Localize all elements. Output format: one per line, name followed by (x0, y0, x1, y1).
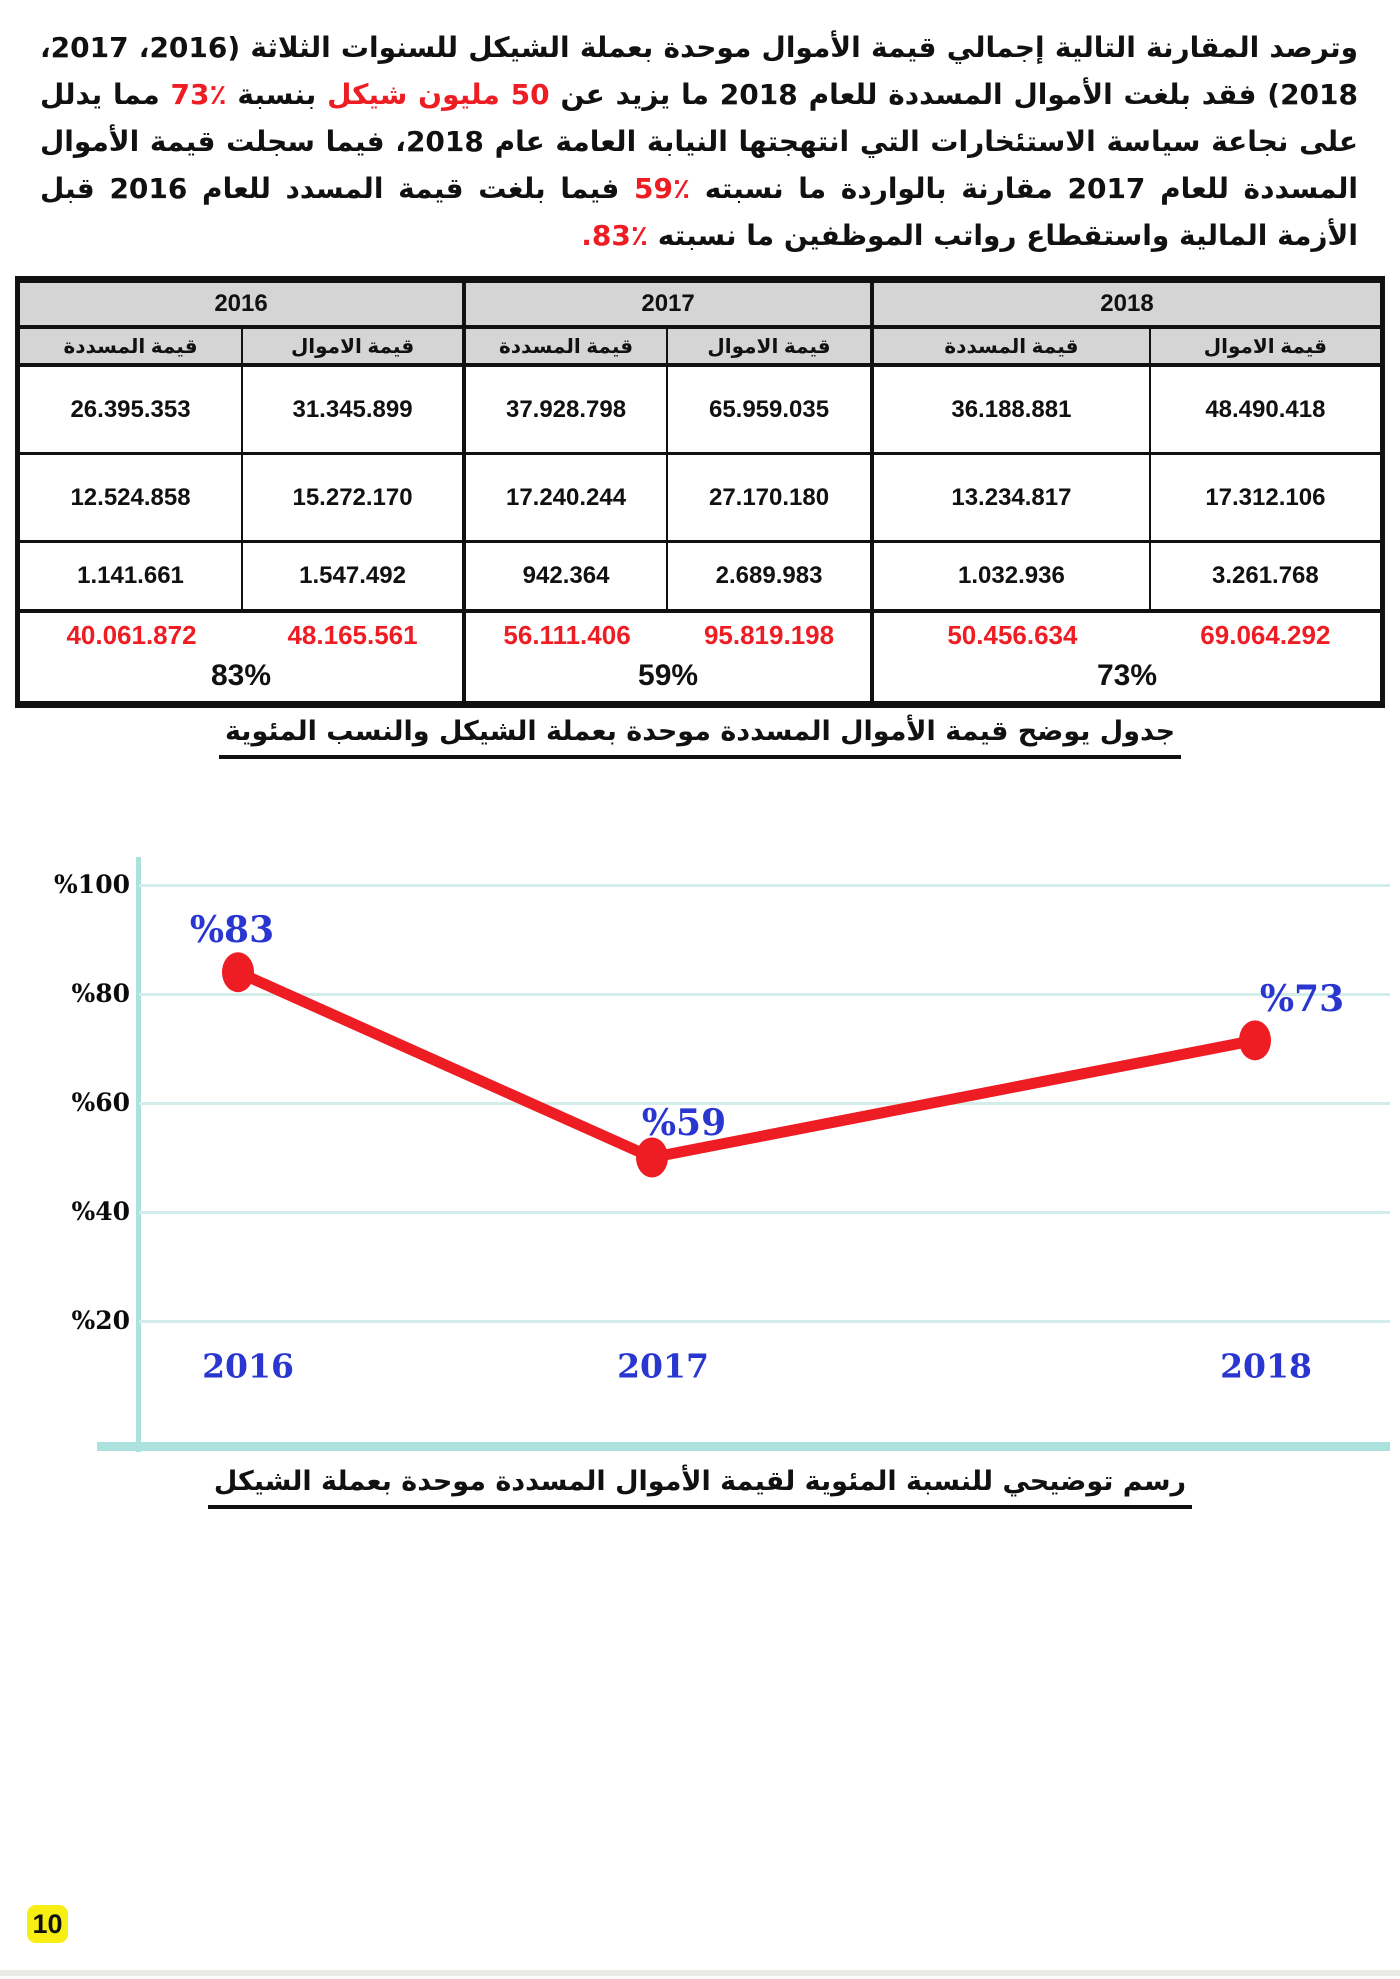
table-year-header: 2016 (20, 283, 466, 329)
intro-text: مما يدلل على نجاعة سياسة الاستئخارات التي انتهجتها النيابة العامة عام 2018، فيما سجلت قيمة الأموال المسددة للعام 2017 مقارنة بالواردة ما نسبته (40, 78, 1358, 205)
point-label-2017: %59 (641, 1102, 727, 1144)
finance-table (15, 276, 1385, 708)
intro-highlight-59: ٪59 (634, 172, 691, 205)
page-number-badge (27, 1905, 68, 1943)
y-tick-label: %80 (71, 979, 130, 1008)
table-cell: 15.272.170 (243, 455, 466, 543)
table-percent-cell: 59% (466, 657, 874, 701)
y-tick-label: %100 (54, 870, 130, 899)
table-total-cell: 50.456.634 (874, 613, 1151, 657)
table-column-header: قيمة الاموال (1151, 329, 1380, 367)
intro-text: فيما بلغت قيمة المسدد للعام 2016 قبل الأزمة المالية واستقطاع رواتب الموظفين ما نسبته (40, 172, 1358, 252)
point-label-2016: %83 (189, 909, 275, 951)
table-percent-cell: 73% (874, 657, 1380, 701)
x-axis-label-2016: 2016 (202, 1346, 294, 1386)
table-cell: 2.689.983 (668, 543, 874, 613)
table-year-header: 2017 (466, 283, 874, 329)
table-cell: 48.490.418 (1151, 367, 1380, 455)
table-column-header: قيمة الاموال (243, 329, 466, 367)
y-tick-label: %20 (71, 1306, 130, 1335)
table-cell: 12.524.858 (20, 455, 243, 543)
table-column-header: قيمة المسددة (20, 329, 243, 367)
table-cell: 1.141.661 (20, 543, 243, 613)
table-cell: 1.547.492 (243, 543, 466, 613)
trend-line-chart (139, 858, 1389, 1450)
table-year-header: 2018 (874, 283, 1380, 329)
table-caption-text: جدول يوضح قيمة الأموال المسددة موحدة بعملة الشيكل والنسب المئوية (219, 716, 1181, 759)
table-cell: 36.188.881 (874, 367, 1151, 455)
table-cell: 942.364 (466, 543, 668, 613)
table-percent-cell: 83% (20, 657, 466, 701)
table-total-cell: 48.165.561 (243, 613, 466, 657)
intro-highlight-83: ٪83. (581, 219, 648, 252)
page-number: 10 (32, 1908, 63, 1939)
table-cell: 37.928.798 (466, 367, 668, 455)
intro-highlight-73: ٪73 (170, 78, 227, 111)
table-total-cell: 40.061.872 (20, 613, 243, 657)
table-total-cell: 56.111.406 (466, 613, 668, 657)
intro-paragraph (40, 24, 1358, 259)
table-cell: 3.261.768 (1151, 543, 1380, 613)
table-cell: 17.240.244 (466, 455, 668, 543)
intro-highlight-amount: 50 مليون شيكل (327, 78, 550, 111)
table-cell: 27.170.180 (668, 455, 874, 543)
chart-caption (0, 1466, 1400, 1509)
scan-artifact (0, 1970, 1400, 1976)
y-tick-label: %40 (71, 1197, 130, 1226)
table-total-cell: 69.064.292 (1151, 613, 1380, 657)
table-cell: 17.312.106 (1151, 455, 1380, 543)
table-column-header: قيمة المسددة (874, 329, 1151, 367)
intro-text: بنسبة (226, 78, 328, 111)
table-cell: 65.959.035 (668, 367, 874, 455)
table-caption (0, 716, 1400, 759)
x-axis-label-2018: 2018 (1220, 1346, 1312, 1386)
table-cell: 1.032.936 (874, 543, 1151, 613)
table-cell: 31.345.899 (243, 367, 466, 455)
chart-x-axis (97, 1442, 1390, 1451)
table-total-cell: 95.819.198 (668, 613, 874, 657)
intro-text: وترصد المقارنة التالية إجمالي قيمة الأموال موحدة بعملة الشيكل للسنوات الثلاثة (2016، 2017، 2018) فقد بلغت الأموال المسددة للعام 2018 ما يزيد عن (40, 31, 1359, 111)
table-cell: 26.395.353 (20, 367, 243, 455)
chart-caption-text: رسم توضيحي للنسبة المئوية لقيمة الأموال المسددة موحدة بعملة الشيكل (208, 1466, 1192, 1509)
y-tick-label: %60 (71, 1088, 130, 1117)
table-cell: 13.234.817 (874, 455, 1151, 543)
table-column-header: قيمة المسددة (466, 329, 668, 367)
table-column-header: قيمة الاموال (668, 329, 874, 367)
point-label-2018: %73 (1259, 978, 1345, 1020)
x-axis-label-2017: 2017 (617, 1346, 709, 1386)
